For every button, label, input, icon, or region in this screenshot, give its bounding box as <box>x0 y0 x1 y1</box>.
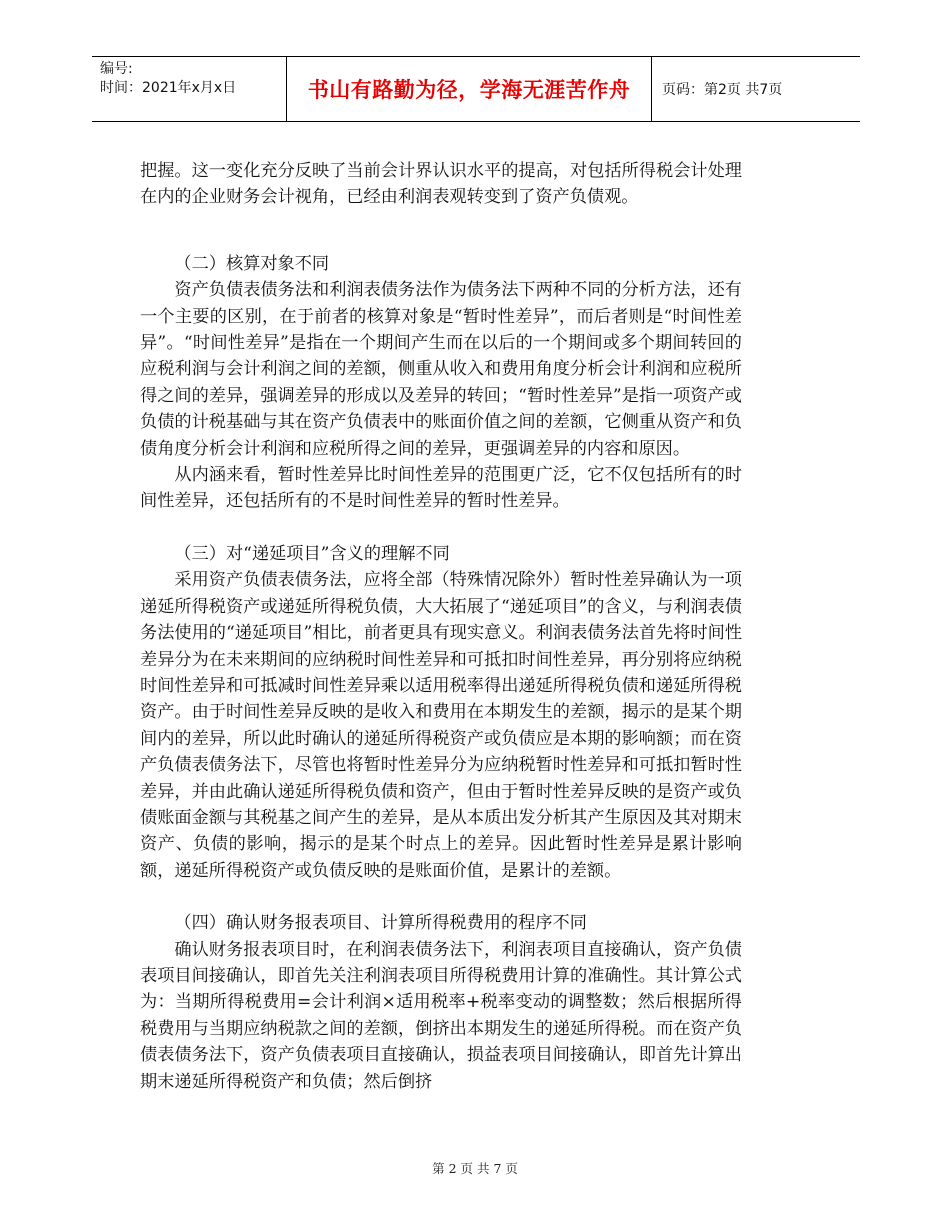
page-header <box>92 56 860 122</box>
intro-paragraph: 把握。这一变化充分反映了当前会计界认识水平的提高，对包括所得税会计处理在内的企业财务会计视角，已经由利润表观转变到了资产负债观。 <box>140 161 742 208</box>
section-4-paragraph-1: 确认财务报表项目时，在利润表债务法下，利润表项目直接确认，资产负债表项目间接确认，即首先关注利润表项目所得税费用计算的准确性。其计算公式为：当期所得税费用=会计利润×适用税率+税率变动的调整数；然后根据所得税费用与当期应纳税款之间的差额，倒挤出本期发生的递延所得税。而在资产负债表债务法下，资产负债表项目直接确认，损益表项目间接确认，即首先计算出期末递延所得税资产和负债；然后倒挤 <box>140 939 742 1092</box>
section-3-heading: （三）对“递延项目”含义的理解不同 <box>174 543 450 564</box>
section-4-heading: （四）确认财务报表项目、计算所得税费用的程序不同 <box>174 913 587 934</box>
section-2-paragraph-1: 资产负债表债务法和利润表债务法作为债务法下两种不同的分析方法，还有一个主要的区别，在于前者的核算对象是“暂时性差异”，而后者则是“时间性差异”。“时间性差异”是指在一个期间产生而在以后的一个期间或多个期间转回的应税利润与会计利润之间的差额，侧重从收入和费用角度分析会计利润和应税所得之间的差异，强调差异的形成以及差异的转回；“暂时性差异”是指一项资产或负债的计税基础与其在资产负债表中的账面价值之间的差额，它侧重从资产和负债角度分析会计利润和应税所得之间的差异，更强调差异的内容和原因。 <box>140 280 742 459</box>
page-footer: 第 2 页 共 7 页 <box>432 1161 518 1176</box>
document-body <box>140 158 742 1095</box>
header-meta <box>92 57 286 121</box>
section-3-paragraph-1: 采用资产负债表债务法，应将全部（特殊情况除外）暂时性差异确认为一项递延所得税资产或递延所得税负债，大大拓展了“递延项目”的含义，与利润表债务法使用的“递延项目”相比，前者更具有现实意义。利润表债务法首先将时间性差异分为在未来期间的应纳税时间性差异和可抵扣时间性差异，再分别将应纳税时间性差异和可抵减时间性差异乘以适用税率得出递延所得税负债和递延所得税资产。由于时间性差异反映的是收入和费用在本期发生的差额，揭示的是某个期间内的差异，所以此时确认的递延所得税资产或负债应是本期的影响额；而在资产负债表债务法下，尽管也将暂时性差异分为应纳税暂时性差异和可抵扣暂时性差异，并由此确认递延所得税负债和资产，但由于暂时性差异反映的是资产或负债账面金额与其税基之间产生的差异，是从本质出发分析其产生原因及其对期末资产、负债的影响，揭示的是某个时点上的差异。因此暂时性差异是累计影响额，递延所得税资产或负债反映的是账面价值，是累计的差额。 <box>140 570 742 881</box>
header-page-info: 页码：第2页 共7页 <box>662 82 783 98</box>
section-2-heading: （二）核算对象不同 <box>174 253 330 274</box>
document-time: 时间：2021年x月x日 <box>100 80 237 96</box>
header-motto: 书山有路勤为径，学海无涯苦作舟 <box>286 57 652 121</box>
document-number-label: 编号: <box>100 61 133 77</box>
section-2-paragraph-2: 从内涵来看，暂时性差异比时间性差异的范围更广泛，它不仅包括所有的时间性差异，还包括所有的不是时间性差异的暂时性差异。 <box>140 465 742 512</box>
